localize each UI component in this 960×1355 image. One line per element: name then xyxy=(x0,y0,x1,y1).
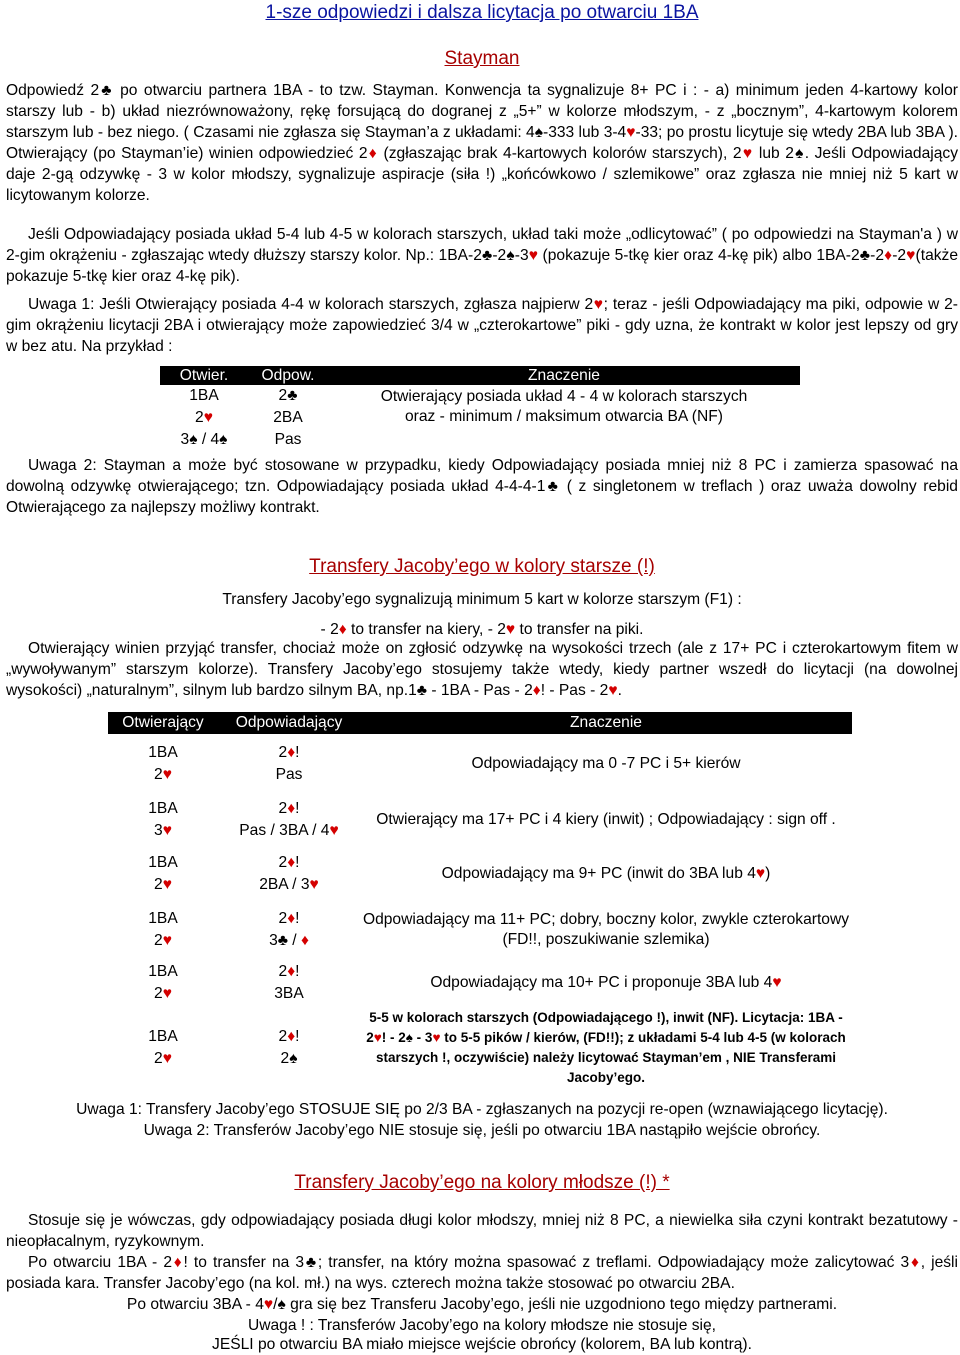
opener-bids: 1BA 2♥ xyxy=(148,963,178,1002)
table-meaning: Otwierający posiada układ 4 - 4 w kolorach starszych oraz - minimum / maksimum otwarcia BA (NF) xyxy=(380,388,748,425)
jacoby-major-line2: - 2♦ to transfer na kiery, - 2♥ to transfer na piki. xyxy=(320,621,644,638)
jacoby-major-line1: Transfery Jacoby’ego sygnalizują minimum 5 kart w kolorze starszym (F1) : xyxy=(222,591,742,608)
diamond-icon: ♦ xyxy=(884,247,893,264)
heart-icon: ♥ xyxy=(329,822,339,839)
diamond-icon: ♦ xyxy=(532,682,541,699)
spade-icon: ♠ xyxy=(277,1296,286,1313)
table-row xyxy=(108,846,852,902)
table-row xyxy=(108,734,852,794)
diamond-icon: ♦ xyxy=(287,963,296,980)
stayman-para2: Jeśli Odpowiadający posiada układ 5-4 lub 4-5 w kolorach starszych, układ taki może „odlicytować” ( po odpowiedzi na Stayman'a ) w 2-gim okrążeniu - zgłaszając wtedy dłuższy starszy kolor. Np.: 1BA-2♣-2♠-3♥ (pokazuje 5-tkę kier oraz 4-kę pik) albo 1BA-2♣-2♦-2♥(także pokazuje 5-tkę kier oraz 4-kę pik). xyxy=(6,226,959,285)
table-row: 1BA 2♣ Otwierający posiada układ 4 - 4 w kolorach starszych oraz - minimum / maksimum otwarcia BA (NF) xyxy=(160,385,800,407)
responder-bids: 2♦! 3BA xyxy=(274,963,304,1002)
diamond-icon: ♦ xyxy=(287,1028,296,1045)
stayman-title: Stayman xyxy=(444,48,520,69)
spade-icon: ♠ xyxy=(506,247,515,264)
opener-bids: 1BA 3♥ xyxy=(148,800,178,839)
club-icon: ♣ xyxy=(481,247,493,264)
main-title: 1-sze odpowiedzi i dalsza licytacja po otwarciu 1BA xyxy=(265,2,699,23)
heart-icon: ♥ xyxy=(432,1030,441,1045)
table-row xyxy=(108,1008,852,1088)
responder-bids: 2♦! Pas / 3BA / 4♥ xyxy=(239,800,339,839)
responder-bids: 2♦! 3♣ / ♦ xyxy=(269,910,309,949)
diamond-icon: ♦ xyxy=(300,932,309,949)
meaning-cell: Odpowiadający ma 10+ PC i proponuje 3BA lub 4♥ xyxy=(430,974,782,991)
heart-icon: ♥ xyxy=(162,766,172,783)
jacoby-minor-line3: Po otwarciu 3BA - 4♥/♠ gra się bez Transferu Jacoby’ego, jeśli nie uzgodniono tego między partnerami. xyxy=(126,1296,838,1313)
heart-icon: ♥ xyxy=(162,822,172,839)
heart-icon: ♥ xyxy=(162,932,172,949)
stayman-example-table xyxy=(160,366,800,451)
jacoby-minor-line4: Uwaga ! : Transferów Jacoby’ego na kolory młodsze nie stosuje się, xyxy=(247,1317,717,1334)
heart-icon: ♥ xyxy=(505,621,516,638)
jacoby-major-uwaga1: Uwaga 1: Transfery Jacoby’ego STOSUJE SIĘ po 2/3 BA - zgłaszanych na pozycji re-open (wznawiającego licytację). xyxy=(76,1101,888,1118)
jacoby-minor-title: Transfery Jacoby’ego na kolory młodsze (!) * xyxy=(294,1172,670,1193)
table-row xyxy=(108,902,852,958)
heart-icon: ♥ xyxy=(608,682,618,699)
heart-icon: ♥ xyxy=(906,247,916,264)
table-header: Odpowiadający xyxy=(218,712,360,734)
stayman-uwaga1: Uwaga 1: Jeśli Otwierający posiada 4-4 w kolorach starszych, zgłasza najpierw 2♥; teraz - jeśli Odpowiadający ma piki, odpowie w 2-gim okrążeniu licytacji 2BA i otwierający może zapowiedzieć 3/4 w „czterokartowe” piki - gdy uzna, że kontrakt w kolor jest lepszy od gry w bez atu. Na przykład : xyxy=(6,296,958,355)
diamond-icon: ♦ xyxy=(287,854,296,871)
heart-icon: ♥ xyxy=(162,876,172,893)
jacoby-transfer-table xyxy=(108,712,852,1088)
heart-icon: ♥ xyxy=(593,296,604,313)
jacoby-minor-line5: JEŚLI po otwarciu BA miało miejsce wejście obrońcy (kolorem, BA lub kontrą). xyxy=(212,1336,752,1353)
club-icon: ♣ xyxy=(416,682,428,699)
diamond-icon: ♦ xyxy=(338,621,347,638)
jacoby-minor-para2: Po otwarciu 1BA - 2♦! to transfer na 3♣; transfer, na który można spasować z treflami. Odpowiadający może zalicytować 3♦, jeśli posiada kara. Transfer Jacoby’ego (na kol. mł.) na wys. czterech można także stosować po otwarciu 2BA. xyxy=(6,1254,958,1292)
opener-bids: 1BA 2♥ xyxy=(148,1028,178,1067)
meaning-cell: Odpowiadający ma 9+ PC (inwit do 3BA lub 4♥) xyxy=(441,865,771,882)
table-header: Otwierający xyxy=(108,712,218,734)
meaning-cell: 5-5 w kolorach starszych (Odpowiadającego !), inwit (NF). Licytacja: 1BA - 2♥! - 2♠ - 3♥ to 5-5 pików / kierów, (FD!!); z układami 5-4 lub 4-5 (w kolorach starszych !, oczywiście) należy licytować Stayman’em , NIE Transferami Jacoby’ego. xyxy=(366,1010,846,1085)
club-icon: ♣ xyxy=(99,82,114,99)
table-header: Znaczenie xyxy=(360,712,852,734)
heart-icon: ♥ xyxy=(263,1296,274,1313)
jacoby-major-para: Otwierający winien przyjąć transfer, chociaż może on zgłosić odzywkę na wysokości trzech (ale z 17+ PC i czterokartowym fitem w „wywoływanym” starszym kolorze). Transfery Jacoby’ego stosujemy także wtedy, kiedy partner wszedł do licytacji (na dowolnej wysokości) „naturalnym”, silnym lub bardzo silnym BA, np.1♣ - 1BA - Pas - 2♦! - Pas - 2♥. xyxy=(6,640,958,699)
table-row: 2♥ 2BA xyxy=(195,409,303,426)
table-header: Znaczenie xyxy=(328,366,800,385)
heart-icon: ♥ xyxy=(755,865,766,882)
club-icon: ♣ xyxy=(545,478,561,495)
opener-bids: 1BA 2♥ xyxy=(148,744,178,783)
meaning-cell: Odpowiadający ma 0 -7 PC i 5+ kierów xyxy=(471,755,741,772)
diamond-icon: ♦ xyxy=(287,910,296,927)
jacoby-minor-para1: Stosuje się je wówczas, gdy odpowiadający posiada długi kolor młodszy, mniej niż 8 PC, a niewielka siła czyni kontrakt bezatutowy - nieopłacalnym, ryzykownym. xyxy=(6,1212,958,1250)
diamond-icon: ♦ xyxy=(909,1254,921,1271)
table-header: Odpow. xyxy=(248,366,328,385)
jacoby-major-uwaga2: Uwaga 2: Transferów Jacoby’ego NIE stosuje się, jeśli po otwarciu 1BA nastąpiło wejście obrońcy. xyxy=(143,1122,821,1139)
table-row: 3♠ / 4♠ Pas xyxy=(180,431,302,448)
heart-icon: ♥ xyxy=(162,1050,172,1067)
diamond-icon: ♦ xyxy=(287,744,296,761)
heart-icon: ♥ xyxy=(203,409,213,426)
heart-icon: ♥ xyxy=(772,974,782,991)
responder-bids: 2♦! Pas xyxy=(275,744,303,783)
club-icon: ♣ xyxy=(304,1254,318,1271)
heart-icon: ♥ xyxy=(162,985,172,1002)
heart-icon: ♥ xyxy=(309,876,319,893)
spade-icon: ♠ xyxy=(793,145,805,162)
stayman-para1: Odpowiedź 2♣ po otwarciu partnera 1BA - to tzw. Stayman. Konwencja ta sygnalizuje 8+ PC i : - a) minimum jeden 4-kartowy kolor starszy lub - b) układ niezrównoważony, rękę forsującą do dogranej z „5+” w kolorze młodszym, - z „bocznym”, 4-kartowym kolorem starszym lub - bez niego. ( Czasami nie zgłasza się Stayman’a z układami: 4♠-333 lub 3-4♥-33; po prostu licytuje się wtedy 2BA lub 3BA ). Otwierający (po Stayman’ie) winien odpowiedzieć 2♦ (zgłaszając brak 4-kartowych kolorów starszych), 2♥ lub 2♠. Jeśli Odpowiadający daje 2-gą odzywkę - 3 w kolor młodszy, sygnalizuje aspiracje (siła !) „końcówkowo / szlemikowe” oraz zgłasza nie mniej niż 5 kart w licytowanym kolorze. xyxy=(6,82,958,204)
heart-icon: ♥ xyxy=(373,1030,382,1045)
heart-icon: ♥ xyxy=(741,145,754,162)
table-row xyxy=(108,958,852,1008)
diamond-icon: ♦ xyxy=(172,1254,184,1271)
responder-bids: 2♦! 2♠ xyxy=(278,1028,300,1067)
opener-bids: 1BA 2♥ xyxy=(148,854,178,893)
opener-bids: 1BA 2♥ xyxy=(148,910,178,949)
spade-icon: ♠ xyxy=(534,124,543,141)
responder-bids: 2♦! 2BA / 3♥ xyxy=(259,854,319,893)
jacoby-major-title: Transfery Jacoby’ego w kolory starsze (!) xyxy=(309,556,655,577)
club-icon: ♣ xyxy=(859,247,871,264)
heart-icon: ♥ xyxy=(528,247,539,264)
meaning-cell: Otwierający ma 17+ PC i 4 kiery (inwit) ; Odpowiadający : sign off . xyxy=(376,811,836,828)
stayman-uwaga2: Uwaga 2: Stayman a może być stosowane w przypadku, kiedy Odpowiadający posiada mniej niż 8 PC i zamierza spasować na dowolną odzywkę otwierającego; tzn. Odpowiadający posiada układ 4-4-4-1♣ ( z singletonem w treflach ) oraz uważa dowolny rebid Otwierającego za najlepszy możliwy kontrakt. xyxy=(6,457,958,516)
table-row xyxy=(108,794,852,846)
diamond-icon: ♦ xyxy=(287,800,296,817)
meaning-cell: Odpowiadający ma 11+ PC; dobry, boczny kolor, zwykle czterokartowy (FD!!, poszukiwanie szlemika) xyxy=(362,911,850,948)
heart-icon: ♥ xyxy=(626,124,636,141)
table-header: Otwier. xyxy=(160,366,248,385)
diamond-icon: ♦ xyxy=(367,145,378,162)
